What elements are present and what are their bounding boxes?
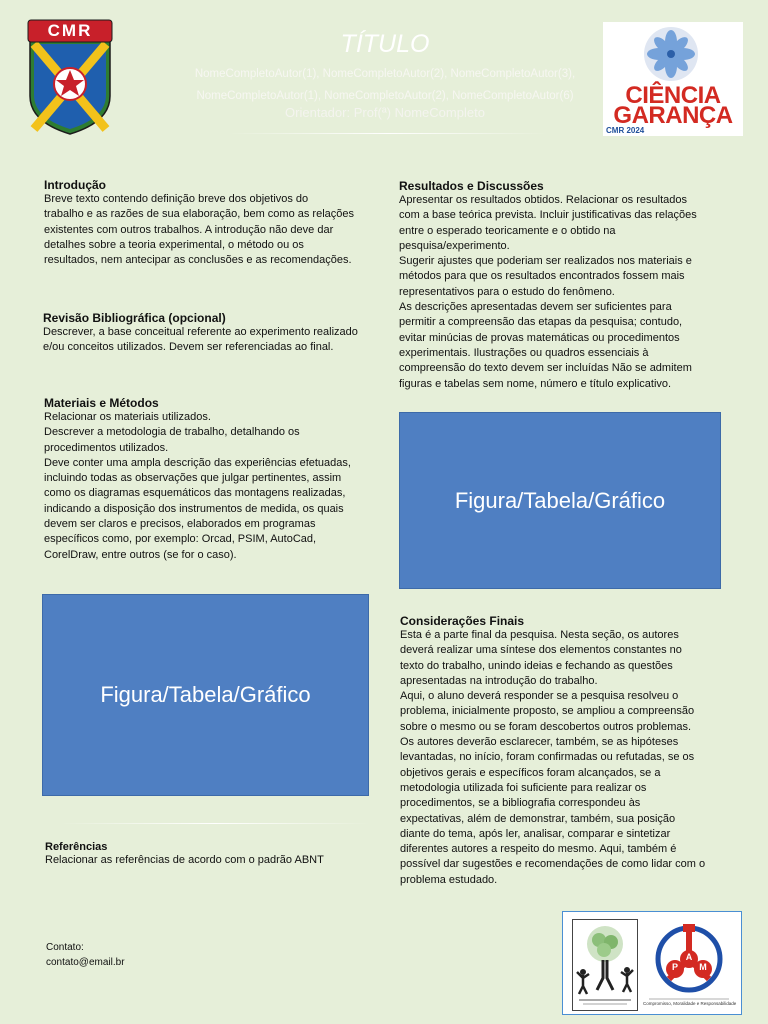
text-line: Descrever a metodologia de trabalho, detalhando os <box>44 426 300 439</box>
text-line: Apresentar os resultados obtidos. Relacionar os resultados <box>399 194 687 206</box>
text-line: com a base teórica prevista. Incluir justificativas das relações <box>399 209 697 222</box>
resultados-text <box>399 193 729 392</box>
revisao-text <box>43 325 383 356</box>
contact-label: Contato: <box>46 942 84 953</box>
section-materiais <box>44 396 374 563</box>
text-line: levantadas, no início, foram confirmadas ou refutadas, se os <box>400 751 695 764</box>
text-line: procedimentos utilizados. <box>44 441 169 454</box>
apm-emblem-icon <box>643 921 735 1007</box>
revisao-heading: Revisão Bibliográfica (opcional) <box>43 311 226 325</box>
partner-logos-box <box>562 911 742 1015</box>
figure-placeholder-left: Figura/Tabela/Gráfico <box>42 594 369 796</box>
referencias-heading: Referências <box>45 841 108 853</box>
text-line: resultados, nem antecipar as conclusões e as recomendações. <box>44 254 352 267</box>
apm-letter-m: M <box>699 962 707 972</box>
authors-line-1: NomeCompletoAutor(1), NomeCompletoAutor(2), NomeCompletoAutor(3), <box>194 68 576 80</box>
referencias-text: Relacionar as referências de acordo com o padrão ABNT <box>45 854 324 866</box>
text-line: expectativas, além de demonstrar, também, sua posição <box>400 812 676 825</box>
text-line: representativos para o estudo do fenômeno. <box>399 285 615 298</box>
materiais-text <box>44 410 374 563</box>
text-line: Relacionar os materiais utilizados. <box>44 411 211 423</box>
text-line: devem ser claros e precisos, elaborados em programas <box>44 518 316 531</box>
ciencia-word: CIÊNCIA <box>625 82 721 109</box>
text-line: possível dar sugestões e recomendações de como lidar com o <box>400 858 706 871</box>
text-line: Esta é a parte final da pesquisa. Nesta seção, os autores <box>400 629 679 641</box>
section-referencias <box>45 841 375 868</box>
figure-placeholder-right: Figura/Tabela/Gráfico <box>399 412 721 589</box>
text-line: metodologia utilizada foi suficiente para realizar os <box>400 781 647 794</box>
apm-letter-p: P <box>671 962 678 972</box>
resultados-heading: Resultados e Discussões <box>399 179 544 193</box>
text-line: indicando a disposição dos instrumentos de medida, os quais <box>44 502 344 515</box>
text-line: experimentais. Ilustrações ou quadros essenciais à <box>399 346 649 359</box>
text-line: compreensão do texto devem ser incluídas Não se admitem <box>399 362 692 375</box>
consideracoes-text <box>400 628 735 888</box>
tree-people-logo <box>572 919 638 1011</box>
cmr-logo-text: CMR <box>47 21 93 40</box>
advisor-line: Orientador: Prof(ª) NomeCompleto <box>285 105 485 120</box>
text-line: texto do trabalho, unindo ideias e fechando as questões <box>400 659 673 672</box>
text-line: específicos como, por exemplo: Orcad, PSIM, AutoCad, <box>44 533 317 546</box>
apm-letter-a: A <box>685 952 693 962</box>
poster-title: TÍTULO <box>340 30 430 58</box>
authors-line-2: NomeCompletoAutor(1), NomeCompletoAutor(2), NomeCompletoAutor(6) <box>196 90 574 102</box>
text-line: CorelDraw, entre outros (se for o caso). <box>44 548 237 561</box>
text-line: procedimentos, se a bibliografia correspondeu às <box>400 797 641 810</box>
introducao-heading: Introdução <box>44 178 106 192</box>
text-line: sobre o mesmo ou se foram descobertos outros problemas. <box>400 720 692 733</box>
text-line: evitar minúcias de provas matemáticas ou procedimentos <box>399 331 680 344</box>
apm-caption: Compromisso, Moralidade e Responsabilidade <box>643 1001 737 1006</box>
section-revisao <box>43 311 383 356</box>
text-line: existentes com outros trabalhos. A introdução não deve dar <box>44 223 334 236</box>
section-consideracoes <box>400 614 735 888</box>
section-resultados <box>399 179 729 392</box>
text-line: diante do tema, após ler, analisar, comparar e sintetizar <box>400 827 671 840</box>
text-line: figuras e tabelas sem nome, número e título explicativo. <box>399 377 672 390</box>
contact-email[interactable]: contato@email.br <box>46 957 125 968</box>
text-line: pesquisa/experimento. <box>399 239 510 252</box>
text-line: Sugerir ajustes que poderiam ser realizados nos materiais e <box>399 255 692 268</box>
section-introducao <box>44 178 374 268</box>
cmr-2024-tag: CMR 2024 <box>606 126 645 135</box>
contact-block <box>46 940 125 970</box>
text-line: problema, inicialmente proposto, se ampliou a compreensão <box>400 705 695 718</box>
text-line: Descrever, a base conceitual referente ao experimento realizado <box>43 326 358 338</box>
consideracoes-heading: Considerações Finais <box>400 614 525 628</box>
text-line: apresentadas na introdução do trabalho. <box>400 674 598 687</box>
apm-logo <box>643 921 735 1007</box>
text-line: As descrições apresentadas devem ser suficientes para <box>399 301 672 314</box>
cmr-shield-logo <box>26 18 114 136</box>
header-divider <box>228 133 548 134</box>
text-line: como os diagramas esquemáticos das montagens realizadas, <box>44 487 346 500</box>
text-line: e/ou conceitos utilizados. Devem ser referenciadas ao final. <box>43 341 334 354</box>
text-line: Aqui, o aluno deverá responder se a pesquisa resolveu o <box>400 690 679 703</box>
text-line: permitir a compreensão das etapas da pesquisa; contudo, <box>399 316 683 329</box>
text-line: incluindo todas as observações que julgar pertinentes, assim <box>44 472 342 485</box>
materiais-heading: Materiais e Métodos <box>44 396 159 410</box>
introducao-text <box>44 192 374 268</box>
text-line: diferentes autores a respeito do mesmo. Aqui, também é <box>400 843 677 856</box>
ciencia-garanca-logo <box>603 22 743 136</box>
garanca-word: GARANÇA <box>613 102 733 129</box>
text-line: deverá realizar uma síntese dos elementos constantes no <box>400 644 682 657</box>
authors-line <box>170 63 600 107</box>
text-line: Breve texto contendo definição breve dos objetivos do <box>44 193 309 205</box>
left-divider <box>60 823 370 824</box>
text-line: Os autores deverão esclarecer, também, se as hipóteses <box>400 736 679 749</box>
text-line: Deve conter uma ampla descrição das experiências efetuadas, <box>44 456 351 469</box>
text-line: entre o esperado teoricamente e o obtido na <box>399 224 616 237</box>
text-line: métodos para que os resultados encontrados fossem mais <box>399 270 685 283</box>
text-line: problema estudado. <box>400 873 498 886</box>
text-line: trabalho e as razões de sua elaboração, bem como as relações <box>44 208 355 221</box>
text-line: detalhes sobre a teoria experimental, o método ou os <box>44 238 304 251</box>
text-line: objetivos gerais e específicos foram alcançados, se a <box>400 766 661 779</box>
tree-icon <box>573 920 637 1010</box>
